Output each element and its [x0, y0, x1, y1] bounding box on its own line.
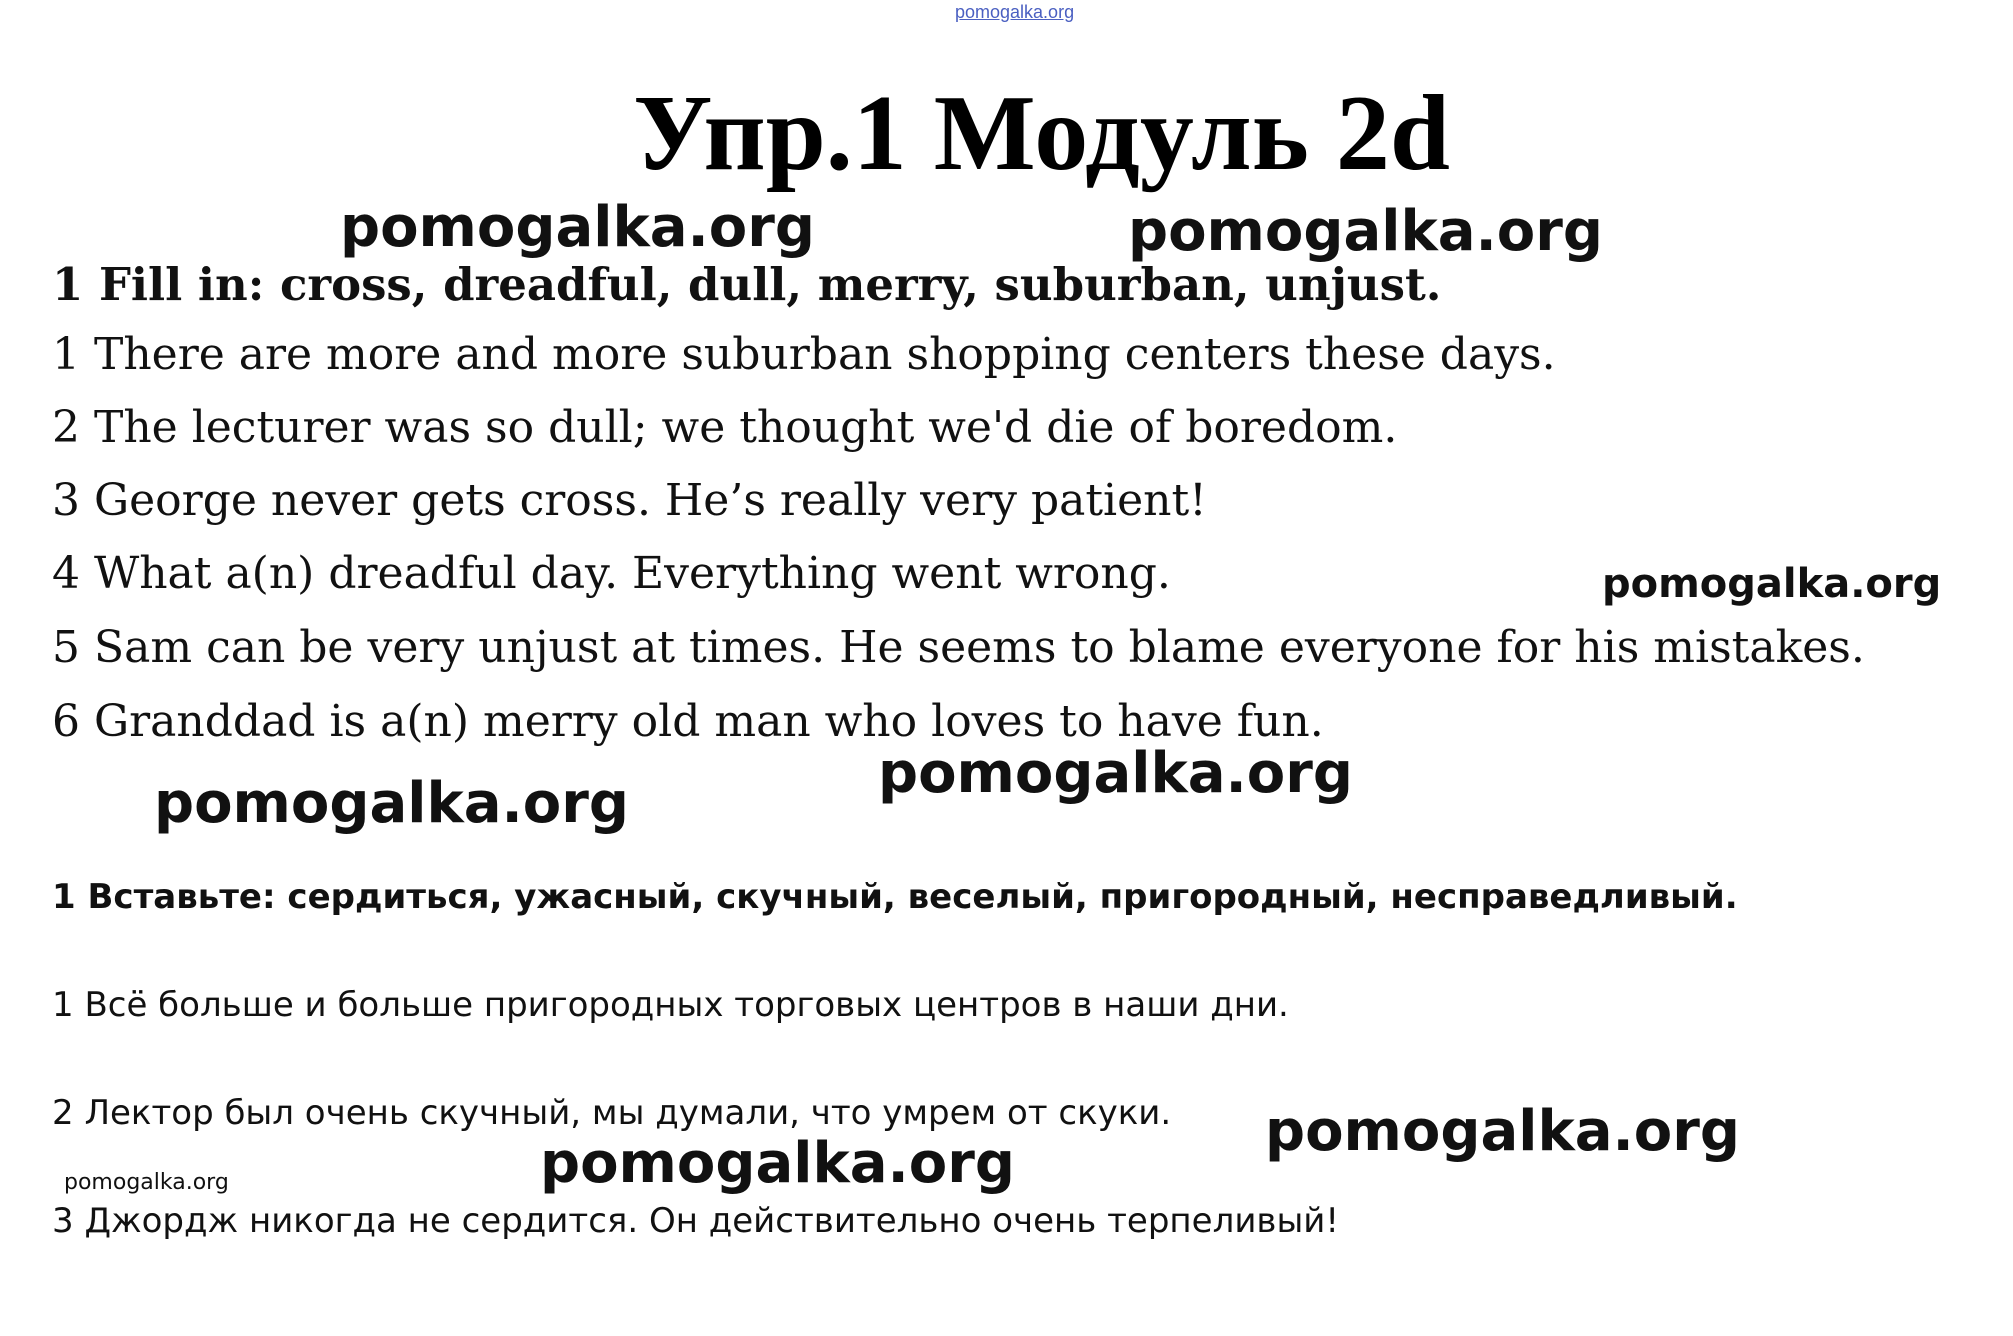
russian-sentence: 2 Лектор был очень скучный, мы думали, что умрем от скуки. [52, 1093, 1172, 1133]
english-sentence: 3 George never gets cross. He’s really very patient! [52, 475, 1207, 526]
watermark: pomogalka.org [64, 1170, 229, 1195]
english-sentence: 1 There are more and more suburban shopping centers these days. [52, 329, 1556, 380]
english-sentence: 2 The lecturer was so dull; we thought we'd die of boredom. [52, 402, 1398, 453]
russian-sentence: 1 Всё больше и больше пригородных торговых центров в наши дни. [52, 985, 1289, 1025]
english-instruction: 1 Fill in: cross, dreadful, dull, merry, suburban, unjust. [52, 258, 1442, 311]
russian-instruction: 1 Вставьте: сердиться, ужасный, скучный, веселый, пригородный, несправедливый. [52, 877, 1738, 917]
page-title: Упр.1 Модуль 2d [633, 74, 1450, 193]
watermark: pomogalka.org [1602, 561, 1942, 607]
top-site-link[interactable]: pomogalka.org [955, 2, 1075, 22]
watermark: pomogalka.org [1128, 199, 1603, 264]
watermark: pomogalka.org [878, 741, 1353, 806]
watermark: pomogalka.org [540, 1131, 1015, 1196]
watermark: pomogalka.org [154, 771, 629, 836]
russian-sentence: 3 Джордж никогда не сердится. Он действительно очень терпеливый! [52, 1201, 1340, 1241]
english-sentence: 4 What a(n) dreadful day. Everything went wrong. [52, 548, 1171, 599]
english-sentence: 6 Granddad is a(n) merry old man who loves to have fun. [52, 696, 1324, 747]
watermark: pomogalka.org [340, 195, 815, 260]
english-sentence: 5 Sam can be very unjust at times. He seems to blame everyone for his mistakes. [52, 622, 1865, 673]
watermark: pomogalka.org [1265, 1099, 1740, 1164]
